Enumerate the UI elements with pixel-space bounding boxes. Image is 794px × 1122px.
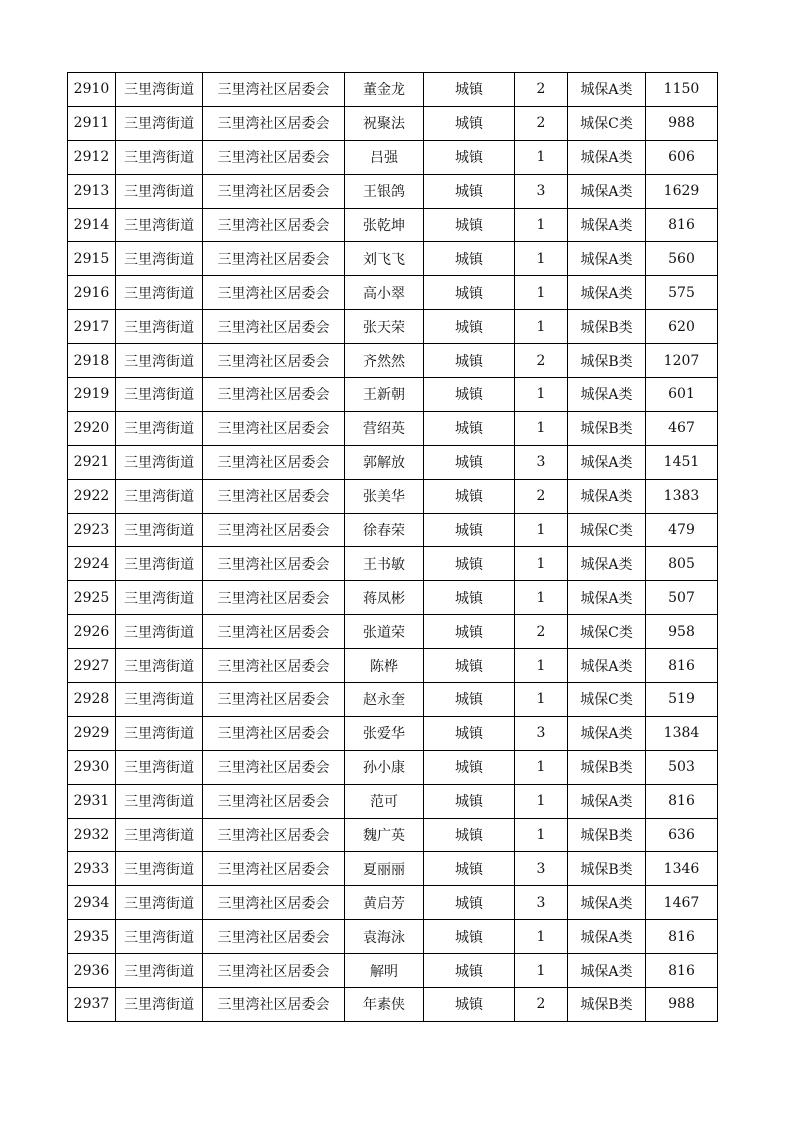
row-number-cell: 2916 xyxy=(68,276,116,310)
household-count-cell: 1 xyxy=(515,920,568,954)
residence-type-cell: 城镇 xyxy=(424,818,515,852)
person-name-cell: 齐然然 xyxy=(345,344,424,378)
row-number-cell: 2937 xyxy=(68,988,116,1022)
person-name-cell: 解明 xyxy=(345,954,424,988)
person-name-cell: 蒋凤彬 xyxy=(345,581,424,615)
records-table xyxy=(67,72,718,1022)
household-count-cell: 2 xyxy=(515,615,568,649)
insurance-category-cell: 城保A类 xyxy=(568,378,646,412)
insurance-category-cell: 城保B类 xyxy=(568,818,646,852)
insurance-category-cell: 城保A类 xyxy=(568,140,646,174)
insurance-category-cell: 城保A类 xyxy=(568,208,646,242)
table-row xyxy=(68,445,718,479)
community-name-cell: 三里湾社区居委会 xyxy=(203,649,345,683)
amount-cell: 988 xyxy=(646,106,718,140)
insurance-category-cell: 城保B类 xyxy=(568,988,646,1022)
person-name-cell: 张道荣 xyxy=(345,615,424,649)
amount-cell: 1207 xyxy=(646,344,718,378)
street-name-cell: 三里湾街道 xyxy=(116,445,203,479)
person-name-cell: 祝聚法 xyxy=(345,106,424,140)
amount-cell: 636 xyxy=(646,818,718,852)
community-name-cell: 三里湾社区居委会 xyxy=(203,242,345,276)
amount-cell: 467 xyxy=(646,411,718,445)
table-row xyxy=(68,649,718,683)
table-row xyxy=(68,208,718,242)
row-number-cell: 2910 xyxy=(68,73,116,107)
residence-type-cell: 城镇 xyxy=(424,547,515,581)
household-count-cell: 1 xyxy=(515,683,568,717)
person-name-cell: 郭解放 xyxy=(345,445,424,479)
street-name-cell: 三里湾街道 xyxy=(116,920,203,954)
insurance-category-cell: 城保A类 xyxy=(568,73,646,107)
table-row xyxy=(68,513,718,547)
table-row xyxy=(68,615,718,649)
community-name-cell: 三里湾社区居委会 xyxy=(203,547,345,581)
amount-cell: 560 xyxy=(646,242,718,276)
amount-cell: 507 xyxy=(646,581,718,615)
insurance-category-cell: 城保A类 xyxy=(568,954,646,988)
street-name-cell: 三里湾街道 xyxy=(116,411,203,445)
residence-type-cell: 城镇 xyxy=(424,174,515,208)
insurance-category-cell: 城保A类 xyxy=(568,242,646,276)
household-count-cell: 1 xyxy=(515,242,568,276)
street-name-cell: 三里湾街道 xyxy=(116,513,203,547)
table-row xyxy=(68,378,718,412)
household-count-cell: 2 xyxy=(515,988,568,1022)
street-name-cell: 三里湾街道 xyxy=(116,73,203,107)
community-name-cell: 三里湾社区居委会 xyxy=(203,310,345,344)
amount-cell: 1384 xyxy=(646,716,718,750)
insurance-category-cell: 城保B类 xyxy=(568,750,646,784)
amount-cell: 1346 xyxy=(646,852,718,886)
residence-type-cell: 城镇 xyxy=(424,886,515,920)
insurance-category-cell: 城保B类 xyxy=(568,310,646,344)
household-count-cell: 1 xyxy=(515,750,568,784)
street-name-cell: 三里湾街道 xyxy=(116,174,203,208)
table-body xyxy=(68,73,718,1022)
insurance-category-cell: 城保C类 xyxy=(568,513,646,547)
community-name-cell: 三里湾社区居委会 xyxy=(203,716,345,750)
household-count-cell: 1 xyxy=(515,276,568,310)
household-count-cell: 2 xyxy=(515,344,568,378)
person-name-cell: 徐春荣 xyxy=(345,513,424,547)
person-name-cell: 张美华 xyxy=(345,479,424,513)
household-count-cell: 1 xyxy=(515,208,568,242)
community-name-cell: 三里湾社区居委会 xyxy=(203,920,345,954)
row-number-cell: 2917 xyxy=(68,310,116,344)
table-row xyxy=(68,683,718,717)
insurance-category-cell: 城保C类 xyxy=(568,106,646,140)
row-number-cell: 2915 xyxy=(68,242,116,276)
table-row xyxy=(68,750,718,784)
community-name-cell: 三里湾社区居委会 xyxy=(203,615,345,649)
residence-type-cell: 城镇 xyxy=(424,649,515,683)
household-count-cell: 1 xyxy=(515,411,568,445)
person-name-cell: 吕强 xyxy=(345,140,424,174)
street-name-cell: 三里湾街道 xyxy=(116,276,203,310)
community-name-cell: 三里湾社区居委会 xyxy=(203,818,345,852)
amount-cell: 620 xyxy=(646,310,718,344)
street-name-cell: 三里湾街道 xyxy=(116,852,203,886)
community-name-cell: 三里湾社区居委会 xyxy=(203,411,345,445)
person-name-cell: 董金龙 xyxy=(345,73,424,107)
street-name-cell: 三里湾街道 xyxy=(116,954,203,988)
row-number-cell: 2921 xyxy=(68,445,116,479)
community-name-cell: 三里湾社区居委会 xyxy=(203,784,345,818)
insurance-category-cell: 城保B类 xyxy=(568,344,646,378)
household-count-cell: 1 xyxy=(515,818,568,852)
row-number-cell: 2918 xyxy=(68,344,116,378)
street-name-cell: 三里湾街道 xyxy=(116,547,203,581)
table-row xyxy=(68,276,718,310)
community-name-cell: 三里湾社区居委会 xyxy=(203,106,345,140)
community-name-cell: 三里湾社区居委会 xyxy=(203,513,345,547)
residence-type-cell: 城镇 xyxy=(424,513,515,547)
street-name-cell: 三里湾街道 xyxy=(116,106,203,140)
street-name-cell: 三里湾街道 xyxy=(116,716,203,750)
community-name-cell: 三里湾社区居委会 xyxy=(203,750,345,784)
community-name-cell: 三里湾社区居委会 xyxy=(203,378,345,412)
street-name-cell: 三里湾街道 xyxy=(116,750,203,784)
street-name-cell: 三里湾街道 xyxy=(116,784,203,818)
household-count-cell: 3 xyxy=(515,852,568,886)
street-name-cell: 三里湾街道 xyxy=(116,378,203,412)
household-count-cell: 2 xyxy=(515,73,568,107)
row-number-cell: 2935 xyxy=(68,920,116,954)
row-number-cell: 2922 xyxy=(68,479,116,513)
table-row xyxy=(68,411,718,445)
insurance-category-cell: 城保A类 xyxy=(568,784,646,818)
insurance-category-cell: 城保A类 xyxy=(568,547,646,581)
community-name-cell: 三里湾社区居委会 xyxy=(203,954,345,988)
insurance-category-cell: 城保A类 xyxy=(568,581,646,615)
person-name-cell: 袁海泳 xyxy=(345,920,424,954)
household-count-cell: 2 xyxy=(515,479,568,513)
amount-cell: 503 xyxy=(646,750,718,784)
amount-cell: 1467 xyxy=(646,886,718,920)
amount-cell: 958 xyxy=(646,615,718,649)
insurance-category-cell: 城保C类 xyxy=(568,683,646,717)
household-count-cell: 1 xyxy=(515,649,568,683)
amount-cell: 816 xyxy=(646,920,718,954)
street-name-cell: 三里湾街道 xyxy=(116,581,203,615)
person-name-cell: 黄启芳 xyxy=(345,886,424,920)
person-name-cell: 营绍英 xyxy=(345,411,424,445)
community-name-cell: 三里湾社区居委会 xyxy=(203,479,345,513)
street-name-cell: 三里湾街道 xyxy=(116,886,203,920)
person-name-cell: 王书敏 xyxy=(345,547,424,581)
household-count-cell: 3 xyxy=(515,174,568,208)
amount-cell: 519 xyxy=(646,683,718,717)
residence-type-cell: 城镇 xyxy=(424,920,515,954)
street-name-cell: 三里湾街道 xyxy=(116,649,203,683)
table-row xyxy=(68,716,718,750)
household-count-cell: 1 xyxy=(515,784,568,818)
residence-type-cell: 城镇 xyxy=(424,615,515,649)
row-number-cell: 2923 xyxy=(68,513,116,547)
table-row xyxy=(68,106,718,140)
table-row xyxy=(68,581,718,615)
community-name-cell: 三里湾社区居委会 xyxy=(203,208,345,242)
row-number-cell: 2926 xyxy=(68,615,116,649)
street-name-cell: 三里湾街道 xyxy=(116,310,203,344)
row-number-cell: 2919 xyxy=(68,378,116,412)
residence-type-cell: 城镇 xyxy=(424,784,515,818)
amount-cell: 816 xyxy=(646,954,718,988)
person-name-cell: 范可 xyxy=(345,784,424,818)
residence-type-cell: 城镇 xyxy=(424,344,515,378)
row-number-cell: 2913 xyxy=(68,174,116,208)
row-number-cell: 2927 xyxy=(68,649,116,683)
person-name-cell: 刘飞飞 xyxy=(345,242,424,276)
street-name-cell: 三里湾街道 xyxy=(116,615,203,649)
amount-cell: 1150 xyxy=(646,73,718,107)
street-name-cell: 三里湾街道 xyxy=(116,818,203,852)
table-row xyxy=(68,818,718,852)
row-number-cell: 2920 xyxy=(68,411,116,445)
person-name-cell: 张天荣 xyxy=(345,310,424,344)
street-name-cell: 三里湾街道 xyxy=(116,140,203,174)
table-row xyxy=(68,479,718,513)
household-count-cell: 1 xyxy=(515,581,568,615)
row-number-cell: 2933 xyxy=(68,852,116,886)
community-name-cell: 三里湾社区居委会 xyxy=(203,276,345,310)
person-name-cell: 张爱华 xyxy=(345,716,424,750)
row-number-cell: 2928 xyxy=(68,683,116,717)
table-row xyxy=(68,174,718,208)
row-number-cell: 2930 xyxy=(68,750,116,784)
row-number-cell: 2911 xyxy=(68,106,116,140)
insurance-category-cell: 城保A类 xyxy=(568,276,646,310)
community-name-cell: 三里湾社区居委会 xyxy=(203,445,345,479)
insurance-category-cell: 城保A类 xyxy=(568,445,646,479)
amount-cell: 816 xyxy=(646,784,718,818)
table-row xyxy=(68,784,718,818)
person-name-cell: 高小翠 xyxy=(345,276,424,310)
amount-cell: 816 xyxy=(646,649,718,683)
amount-cell: 988 xyxy=(646,988,718,1022)
community-name-cell: 三里湾社区居委会 xyxy=(203,73,345,107)
amount-cell: 1383 xyxy=(646,479,718,513)
residence-type-cell: 城镇 xyxy=(424,106,515,140)
row-number-cell: 2914 xyxy=(68,208,116,242)
table-row xyxy=(68,242,718,276)
street-name-cell: 三里湾街道 xyxy=(116,683,203,717)
table-row xyxy=(68,73,718,107)
row-number-cell: 2929 xyxy=(68,716,116,750)
person-name-cell: 王新朝 xyxy=(345,378,424,412)
amount-cell: 805 xyxy=(646,547,718,581)
community-name-cell: 三里湾社区居委会 xyxy=(203,886,345,920)
household-count-cell: 1 xyxy=(515,378,568,412)
residence-type-cell: 城镇 xyxy=(424,988,515,1022)
residence-type-cell: 城镇 xyxy=(424,479,515,513)
household-count-cell: 1 xyxy=(515,140,568,174)
street-name-cell: 三里湾街道 xyxy=(116,344,203,378)
residence-type-cell: 城镇 xyxy=(424,716,515,750)
residence-type-cell: 城镇 xyxy=(424,242,515,276)
street-name-cell: 三里湾街道 xyxy=(116,479,203,513)
community-name-cell: 三里湾社区居委会 xyxy=(203,174,345,208)
community-name-cell: 三里湾社区居委会 xyxy=(203,140,345,174)
community-name-cell: 三里湾社区居委会 xyxy=(203,344,345,378)
residence-type-cell: 城镇 xyxy=(424,276,515,310)
person-name-cell: 陈桦 xyxy=(345,649,424,683)
row-number-cell: 2931 xyxy=(68,784,116,818)
insurance-category-cell: 城保C类 xyxy=(568,615,646,649)
residence-type-cell: 城镇 xyxy=(424,140,515,174)
table-row xyxy=(68,920,718,954)
residence-type-cell: 城镇 xyxy=(424,581,515,615)
community-name-cell: 三里湾社区居委会 xyxy=(203,581,345,615)
row-number-cell: 2934 xyxy=(68,886,116,920)
residence-type-cell: 城镇 xyxy=(424,852,515,886)
household-count-cell: 3 xyxy=(515,445,568,479)
insurance-category-cell: 城保A类 xyxy=(568,649,646,683)
insurance-category-cell: 城保A类 xyxy=(568,479,646,513)
table-row xyxy=(68,988,718,1022)
amount-cell: 1451 xyxy=(646,445,718,479)
residence-type-cell: 城镇 xyxy=(424,954,515,988)
person-name-cell: 赵永奎 xyxy=(345,683,424,717)
insurance-category-cell: 城保A类 xyxy=(568,886,646,920)
person-name-cell: 孙小康 xyxy=(345,750,424,784)
household-count-cell: 1 xyxy=(515,310,568,344)
person-name-cell: 张乾坤 xyxy=(345,208,424,242)
person-name-cell: 夏丽丽 xyxy=(345,852,424,886)
amount-cell: 601 xyxy=(646,378,718,412)
table-row xyxy=(68,852,718,886)
table-row xyxy=(68,954,718,988)
table-row xyxy=(68,310,718,344)
row-number-cell: 2932 xyxy=(68,818,116,852)
residence-type-cell: 城镇 xyxy=(424,378,515,412)
row-number-cell: 2912 xyxy=(68,140,116,174)
table-row xyxy=(68,547,718,581)
insurance-category-cell: 城保A类 xyxy=(568,716,646,750)
residence-type-cell: 城镇 xyxy=(424,310,515,344)
household-count-cell: 1 xyxy=(515,954,568,988)
community-name-cell: 三里湾社区居委会 xyxy=(203,852,345,886)
street-name-cell: 三里湾街道 xyxy=(116,988,203,1022)
household-count-cell: 3 xyxy=(515,886,568,920)
table-row xyxy=(68,344,718,378)
person-name-cell: 年素侠 xyxy=(345,988,424,1022)
amount-cell: 479 xyxy=(646,513,718,547)
residence-type-cell: 城镇 xyxy=(424,411,515,445)
street-name-cell: 三里湾街道 xyxy=(116,242,203,276)
table-row xyxy=(68,886,718,920)
amount-cell: 575 xyxy=(646,276,718,310)
insurance-category-cell: 城保A类 xyxy=(568,174,646,208)
table-row xyxy=(68,140,718,174)
insurance-category-cell: 城保A类 xyxy=(568,920,646,954)
community-name-cell: 三里湾社区居委会 xyxy=(203,683,345,717)
household-count-cell: 3 xyxy=(515,716,568,750)
community-name-cell: 三里湾社区居委会 xyxy=(203,988,345,1022)
amount-cell: 606 xyxy=(646,140,718,174)
street-name-cell: 三里湾街道 xyxy=(116,208,203,242)
person-name-cell: 魏广英 xyxy=(345,818,424,852)
row-number-cell: 2936 xyxy=(68,954,116,988)
household-count-cell: 2 xyxy=(515,106,568,140)
person-name-cell: 王银鸽 xyxy=(345,174,424,208)
amount-cell: 1629 xyxy=(646,174,718,208)
residence-type-cell: 城镇 xyxy=(424,750,515,784)
household-count-cell: 1 xyxy=(515,513,568,547)
residence-type-cell: 城镇 xyxy=(424,445,515,479)
residence-type-cell: 城镇 xyxy=(424,683,515,717)
insurance-category-cell: 城保B类 xyxy=(568,411,646,445)
insurance-category-cell: 城保B类 xyxy=(568,852,646,886)
residence-type-cell: 城镇 xyxy=(424,208,515,242)
amount-cell: 816 xyxy=(646,208,718,242)
residence-type-cell: 城镇 xyxy=(424,73,515,107)
row-number-cell: 2925 xyxy=(68,581,116,615)
row-number-cell: 2924 xyxy=(68,547,116,581)
household-count-cell: 1 xyxy=(515,547,568,581)
